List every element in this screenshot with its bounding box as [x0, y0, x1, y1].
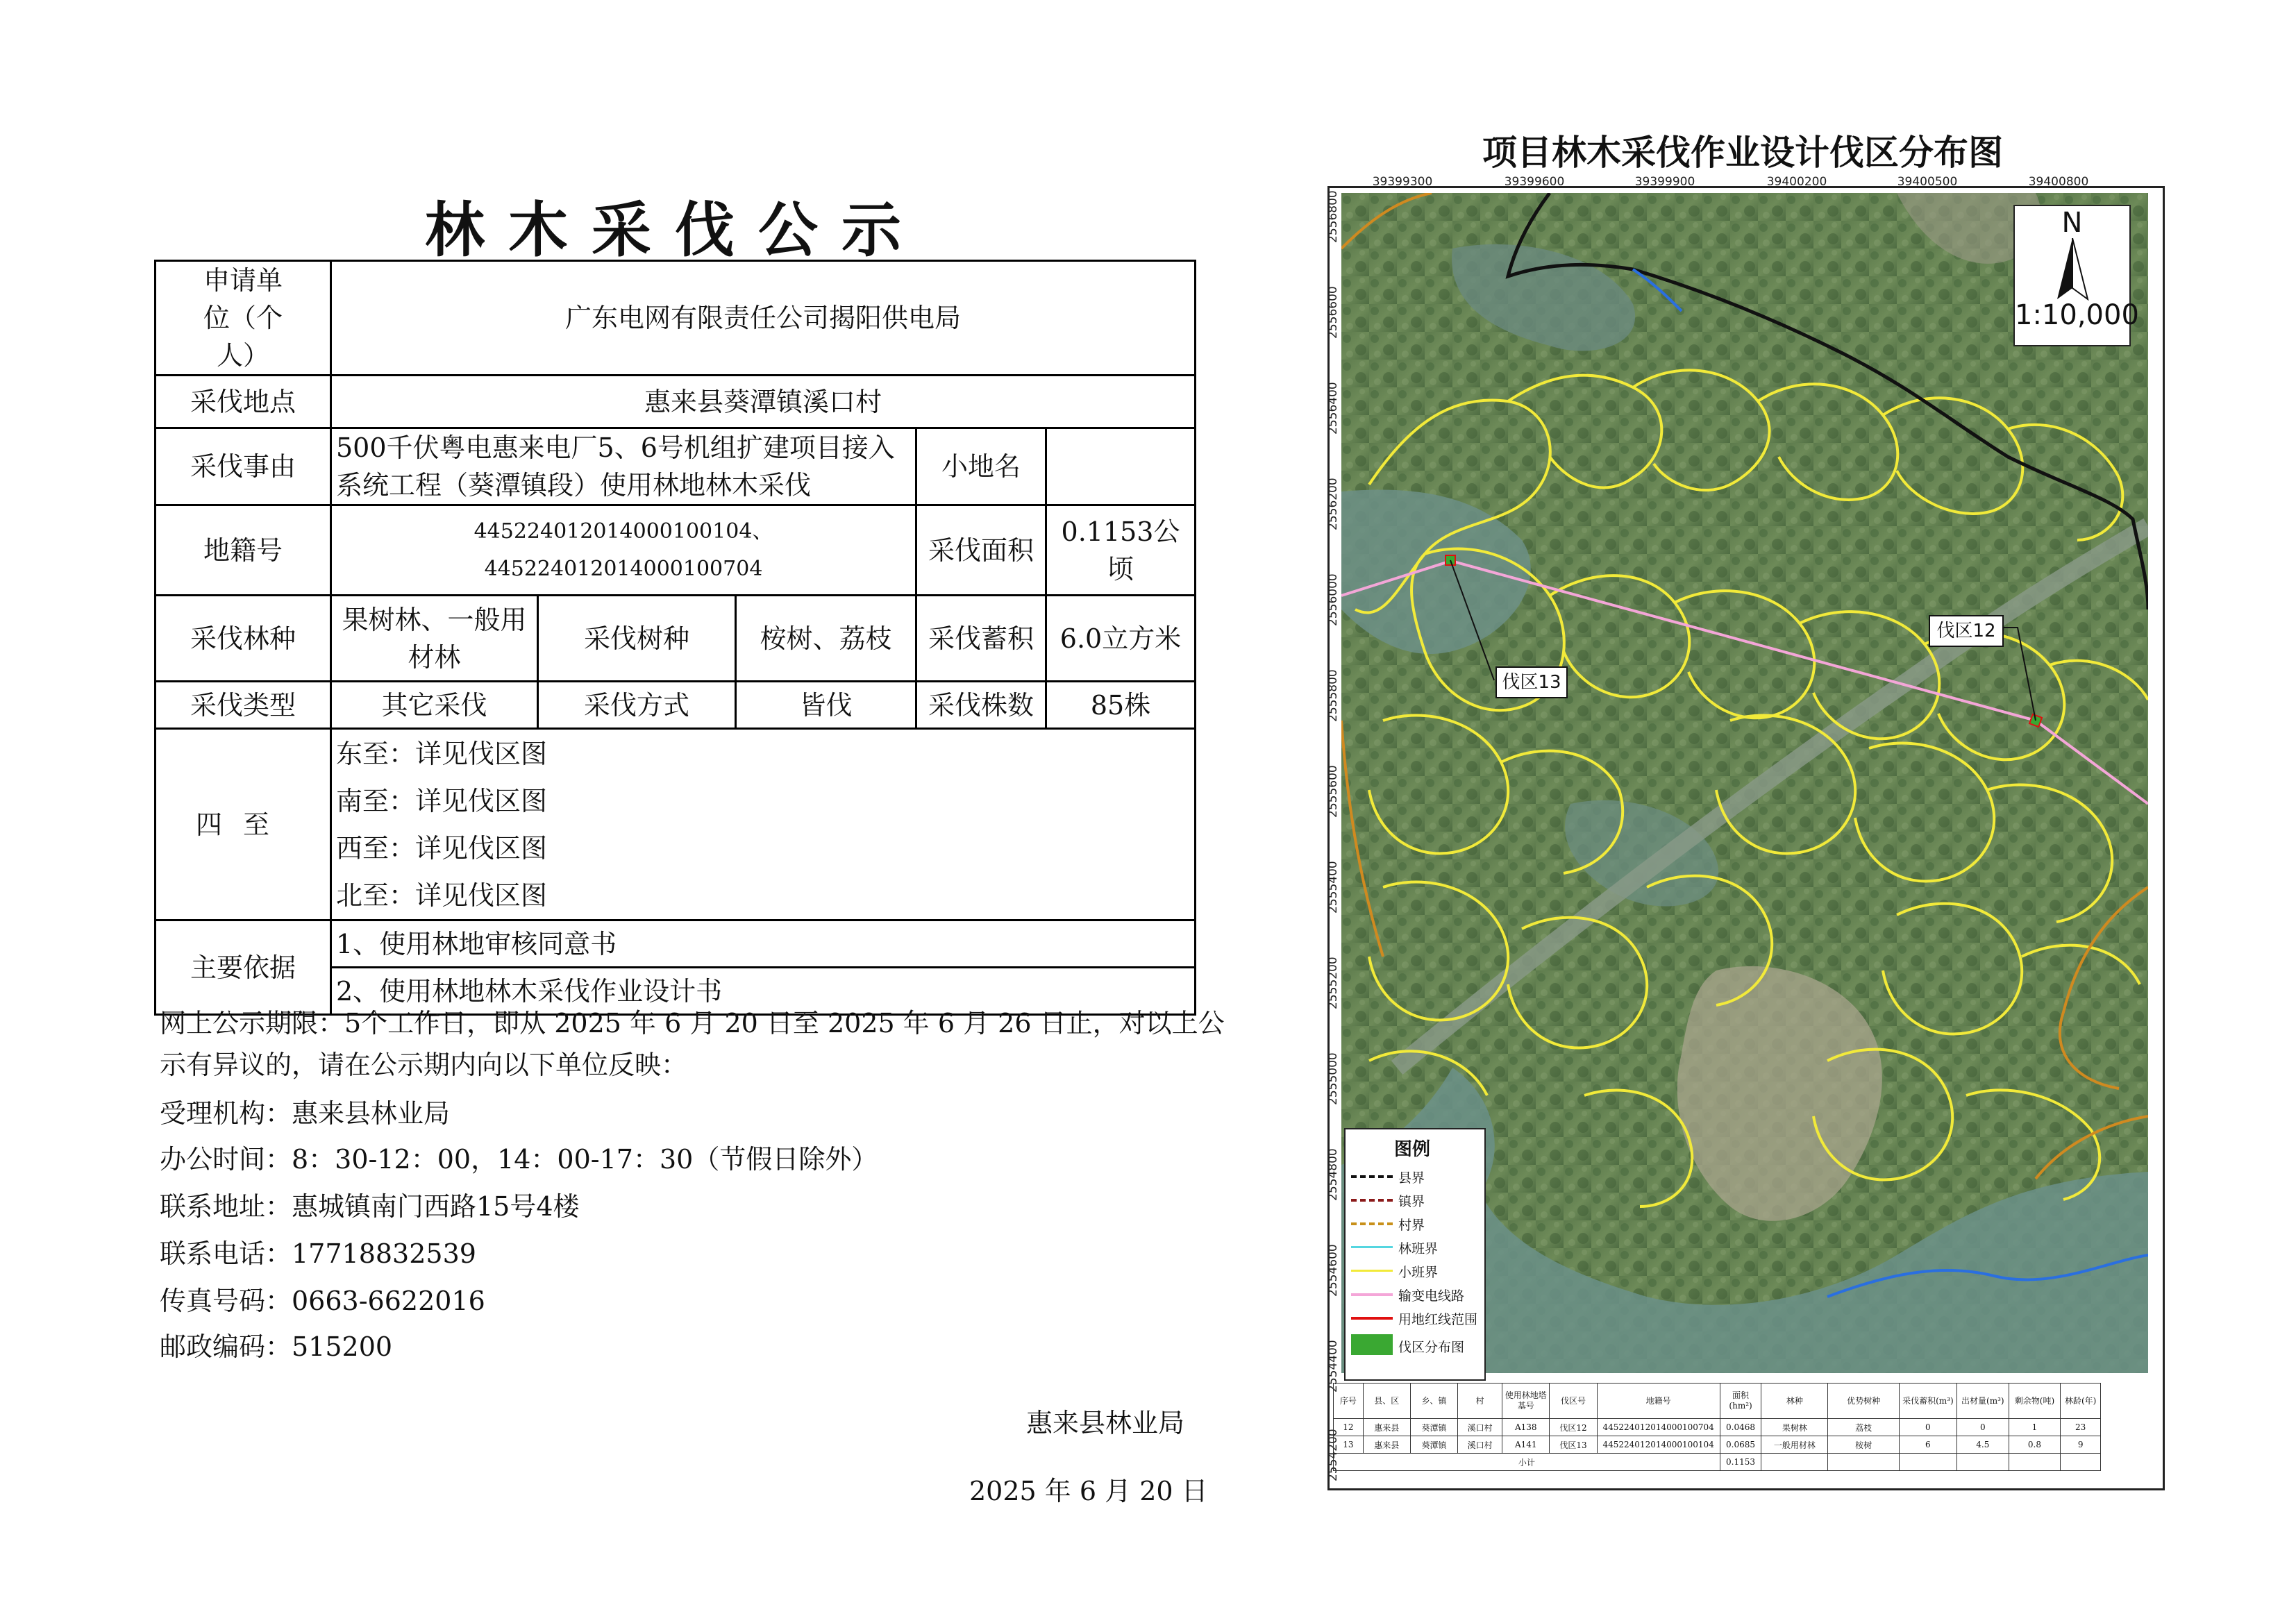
attr-cell: 1 [2009, 1419, 2061, 1436]
method-label: 采伐方式 [538, 682, 736, 729]
attr-cell: 0 [1956, 1419, 2009, 1436]
attr-cell: A138 [1502, 1419, 1550, 1436]
attr-cell: 溪口村 [1458, 1419, 1502, 1436]
basis-item-1: 1、使用林地审核同意书 [331, 920, 1196, 968]
y-coord-label: 2554200 [1326, 1429, 1340, 1481]
cutting-zone-attribute-table [1333, 1383, 2101, 1471]
notice-form-table [154, 260, 1196, 1016]
attr-cell: 0.8 [2009, 1436, 2061, 1454]
cutting-zone-swatch [1351, 1334, 1393, 1355]
attr-header-cell: 地籍号 [1597, 1384, 1720, 1419]
attr-cell: 9 [2061, 1436, 2101, 1454]
map-title: 项目林木采伐作业设计伐区分布图 [1482, 132, 2003, 173]
attr-cell: 惠来县 [1363, 1419, 1410, 1436]
table-row [1334, 1436, 2101, 1454]
y-coord-label: 2555800 [1326, 669, 1340, 722]
attr-cell: 荔枝 [1828, 1419, 1899, 1436]
contact-phone: 联系电话：17718832539 [160, 1238, 476, 1269]
cadastral-label: 地籍号 [156, 505, 331, 596]
y-coord-label: 2556400 [1326, 382, 1340, 435]
x-coord-label: 39399300 [1372, 175, 1433, 189]
attr-cell: 0 [1899, 1419, 1956, 1436]
callout-zone-13-label: 伐区13 [1502, 672, 1561, 693]
legend-item-village [1346, 1212, 1484, 1236]
attr-cell: 13 [1334, 1436, 1364, 1454]
basis-item-2: 2、使用林地林木采伐作业设计书 [331, 968, 1196, 1015]
contact-agency: 受理机构：惠来县林业局 [160, 1098, 451, 1129]
attr-header-cell: 村 [1458, 1384, 1502, 1419]
notice-title: 林木采伐公示 [425, 195, 925, 265]
legend-label: 小班界 [1398, 1265, 1439, 1280]
legend-label: 林班界 [1398, 1241, 1439, 1256]
attr-header-cell: 林龄(年) [2061, 1384, 2101, 1419]
attr-cell: 葵潭镇 [1410, 1419, 1457, 1436]
attr-cell: 445224012014000100104 [1597, 1436, 1720, 1454]
legend-item-cutting-zone [1346, 1330, 1484, 1361]
attr-header-cell: 采伐蓄积(m³) [1899, 1384, 1956, 1419]
legend-title: 图例 [1394, 1139, 1431, 1160]
species-value: 桉树、荔枝 [736, 596, 916, 682]
legend-label: 输变电线路 [1398, 1288, 1465, 1304]
attr-cell: 伐区13 [1550, 1436, 1597, 1454]
count-value: 85株 [1046, 682, 1196, 729]
attr-cell: 一般用材林 [1761, 1436, 1828, 1454]
legend-label: 伐区分布图 [1398, 1340, 1465, 1355]
y-coord-label: 2556000 [1326, 573, 1340, 626]
legend-label: 村界 [1398, 1218, 1425, 1233]
subplot-label: 小地名 [916, 428, 1046, 505]
y-coord-label: 2556600 [1326, 286, 1340, 339]
x-coord-label: 39399600 [1504, 175, 1565, 189]
y-coord-label: 2554800 [1326, 1148, 1340, 1201]
attr-header-cell: 县、区 [1363, 1384, 1410, 1419]
period-text-line-2: 示有异议的，请在公示期内向以下单位反映： [160, 1050, 688, 1080]
bounds-label: 四至 [156, 729, 331, 920]
attr-cell: 4.5 [1956, 1436, 2009, 1454]
attr-cell: 溪口村 [1458, 1436, 1502, 1454]
north-arrow-icon [2052, 238, 2093, 301]
legend-item-town [1346, 1188, 1484, 1212]
attr-cell: 12 [1334, 1419, 1364, 1436]
cut-type-value: 其它采伐 [331, 682, 538, 729]
y-coord-label: 2554400 [1326, 1340, 1340, 1393]
bounds-north: 北至：详见伐区图 [336, 880, 548, 911]
contact-fax: 传真号码：0663-6622016 [160, 1286, 485, 1316]
bounds-south: 南至：详见伐区图 [336, 785, 548, 816]
count-label: 采伐株数 [916, 682, 1046, 729]
attr-cell: 6 [1899, 1436, 1956, 1454]
notice-date: 2025 年 6 月 20 日 [969, 1476, 1208, 1506]
attr-header-cell: 面积(hm²) [1720, 1384, 1761, 1419]
north-label: N [2061, 207, 2083, 239]
forest-type-value: 果树林、一般用材林 [331, 596, 538, 682]
legend-item-powerline [1346, 1283, 1484, 1306]
area-value: 0.1153公顷 [1046, 505, 1196, 596]
legend-label: 用地红线范围 [1398, 1312, 1478, 1327]
contact-postcode: 邮政编码：515200 [160, 1331, 393, 1362]
attr-header-cell: 林种 [1761, 1384, 1828, 1419]
legend-label: 镇界 [1398, 1194, 1425, 1209]
attr-cell: 23 [2061, 1419, 2101, 1436]
y-coord-label: 2555400 [1326, 861, 1340, 914]
basis-label: 主要依据 [156, 920, 331, 1015]
attr-header-cell: 乡、镇 [1410, 1384, 1457, 1419]
attr-cell: 果树林 [1761, 1419, 1828, 1436]
y-coord-label: 2555000 [1326, 1052, 1340, 1105]
attr-cell: 桉树 [1828, 1436, 1899, 1454]
attr-header-cell: 优势树种 [1828, 1384, 1899, 1419]
attr-cell: 445224012014000100704 [1597, 1419, 1720, 1436]
period-text-line-1: 网上公示期限：5个工作日，即从 2025 年 6 月 20 日至 2025 年 6 月 26 日止，对以上公 [160, 1008, 1225, 1038]
north-arrow-box [2013, 205, 2139, 346]
x-coord-label: 39400800 [2028, 175, 2089, 189]
y-coord-label: 2555600 [1326, 765, 1340, 818]
table-row [1334, 1419, 2101, 1436]
x-coord-label: 39400500 [1897, 175, 1958, 189]
legend-item-redline [1346, 1306, 1484, 1330]
forest-type-label: 采伐林种 [156, 596, 331, 682]
table-row-subtotal [1334, 1454, 2101, 1471]
cadastral-value: 445224012014000100104、445224012014000100704 [331, 505, 916, 596]
attr-table-header [1334, 1384, 2101, 1419]
contact-address: 联系地址：惠城镇南门西路15号4楼 [160, 1191, 580, 1222]
contact-hours: 办公时间：8：30-12：00，14：00-17：30（节假日除外） [160, 1144, 878, 1175]
legend-item-subcompartment [1346, 1259, 1484, 1283]
map-scale: 1:10,000 [2015, 299, 2139, 331]
attr-header-cell: 使用林地塔基号 [1502, 1384, 1550, 1419]
legend-item-forest-block [1346, 1236, 1484, 1259]
attr-cell: 伐区12 [1550, 1419, 1597, 1436]
callout-zone-13 [1495, 666, 1568, 698]
y-coord-label: 2554600 [1326, 1244, 1340, 1297]
attr-cell: 惠来县 [1363, 1436, 1410, 1454]
species-label: 采伐树种 [538, 596, 736, 682]
callout-zone-12 [1929, 615, 2004, 647]
reason-value: 500千伏粤电惠来电厂5、6号机组扩建项目接入系统工程（葵潭镇段）使用林地林木采伐 [331, 428, 916, 505]
attr-cell: 葵潭镇 [1410, 1436, 1457, 1454]
x-coord-label: 39399900 [1634, 175, 1695, 189]
attr-cell: A141 [1502, 1436, 1550, 1454]
legend-label: 县界 [1398, 1170, 1425, 1186]
applicant-label: 申请单位（个人） [156, 261, 331, 376]
subplot-value [1046, 428, 1196, 505]
attr-header-cell: 出材量(m³) [1956, 1384, 2009, 1419]
volume-value: 6.0立方米 [1046, 596, 1196, 682]
volume-label: 采伐蓄积 [916, 596, 1046, 682]
method-value: 皆伐 [736, 682, 916, 729]
map-legend [1344, 1128, 1486, 1381]
callout-zone-12-label: 伐区12 [1936, 621, 1996, 641]
signature: 惠来县林业局 [1026, 1408, 1185, 1438]
location-label: 采伐地点 [156, 376, 331, 428]
attr-header-cell: 序号 [1334, 1384, 1364, 1419]
applicant-value: 广东电网有限责任公司揭阳供电局 [331, 261, 1196, 376]
bounds-east: 东至：详见伐区图 [336, 738, 548, 769]
attr-header-cell: 剩余物(吨) [2009, 1384, 2061, 1419]
y-coord-label: 2555200 [1326, 957, 1340, 1009]
attr-cell: 0.0685 [1720, 1436, 1761, 1454]
y-coord-label: 2556800 [1326, 190, 1340, 243]
location-value: 惠来县葵潭镇溪口村 [331, 376, 1196, 428]
attr-header-cell: 伐区号 [1550, 1384, 1597, 1419]
bounds-west: 西至：详见伐区图 [336, 832, 548, 864]
subtotal-label: 小计 [1334, 1454, 1720, 1471]
x-coord-label: 39400200 [1766, 175, 1827, 189]
bounds-cell [331, 729, 1196, 920]
legend-item-county [1346, 1165, 1484, 1188]
subtotal-area: 0.1153 [1720, 1454, 1761, 1471]
area-label: 采伐面积 [916, 505, 1046, 596]
reason-label: 采伐事由 [156, 428, 331, 505]
attr-cell: 0.0468 [1720, 1419, 1761, 1436]
cut-type-label: 采伐类型 [156, 682, 331, 729]
y-coord-label: 2556200 [1326, 478, 1340, 530]
